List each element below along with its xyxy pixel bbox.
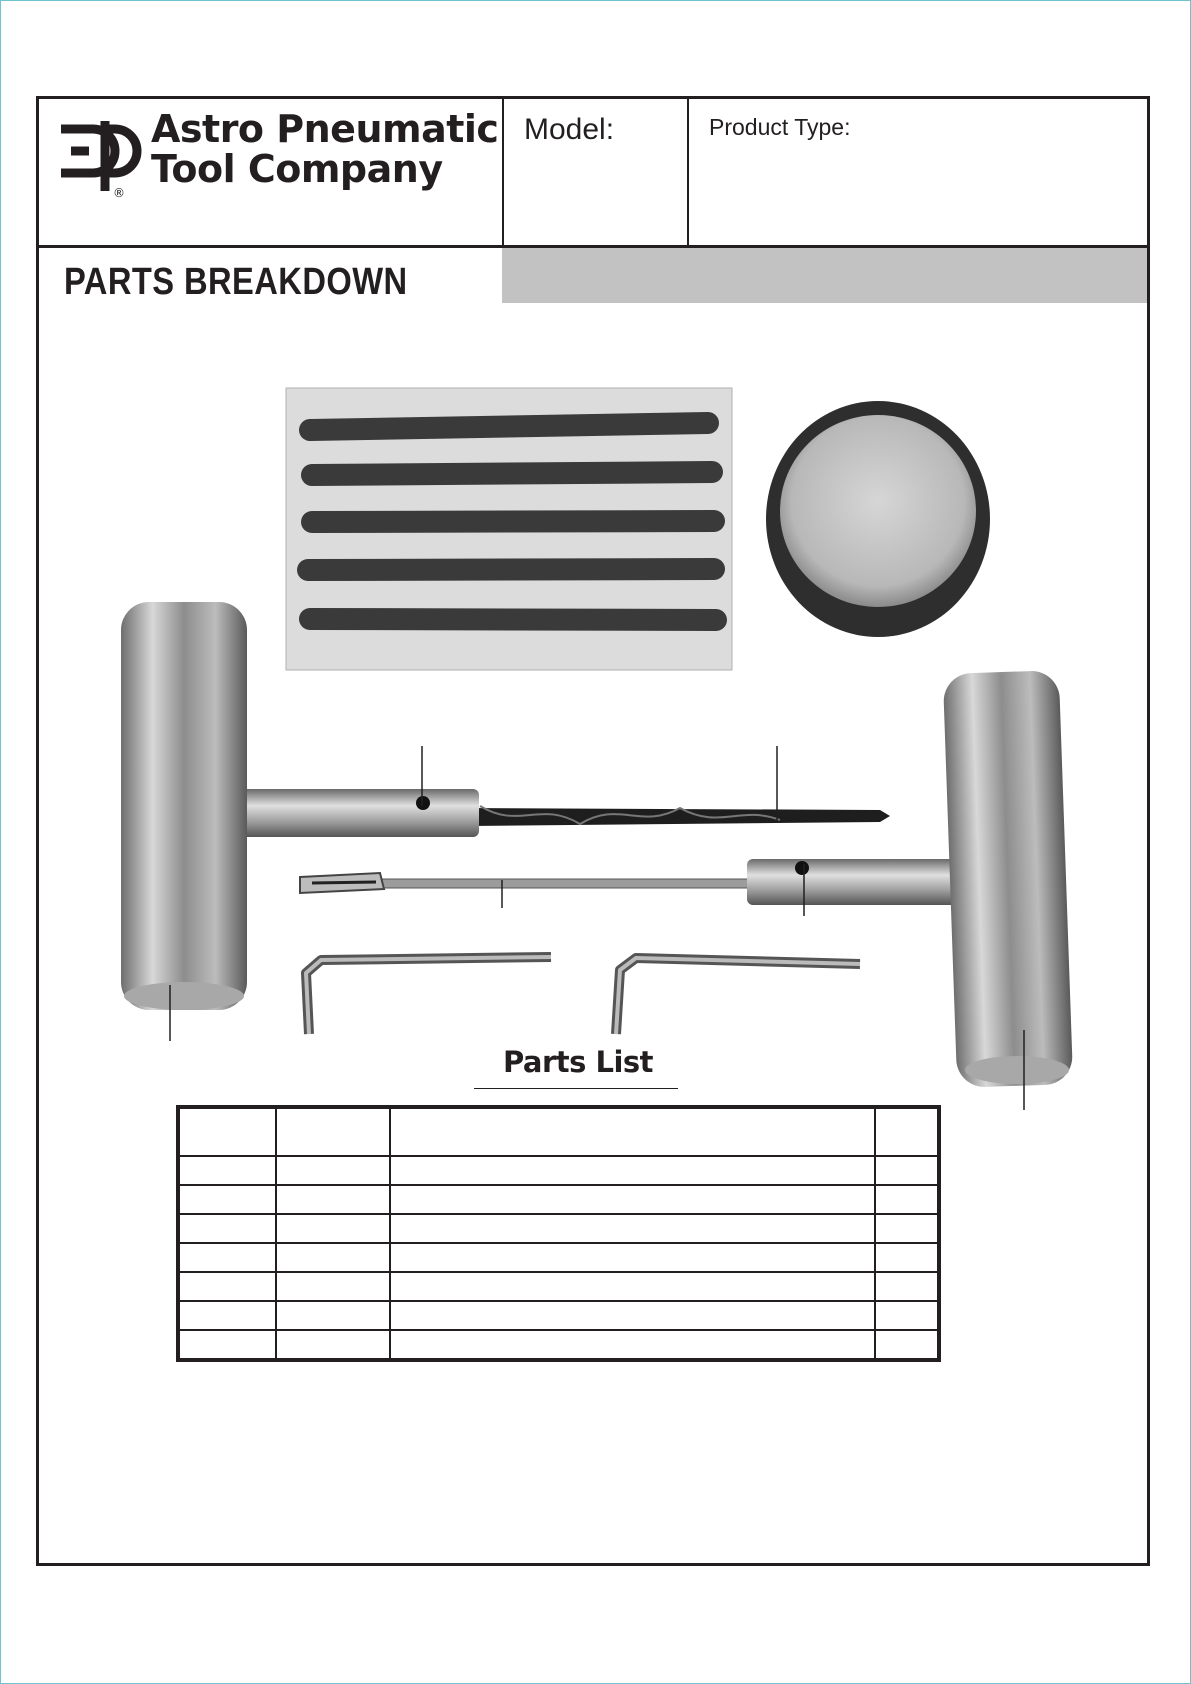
table-cell [875,1185,939,1214]
hex-key [616,958,860,1034]
parts-list-title: Parts List [502,1045,654,1079]
table-cell [875,1243,939,1272]
plug-strip [312,521,714,522]
hex-key-highlight [616,958,860,1034]
registered-mark: ® [113,186,125,200]
table-cell [390,1272,875,1301]
table-row [178,1301,939,1330]
plug-strips-card [286,388,732,670]
table-cell [276,1156,390,1185]
table-cell [276,1272,390,1301]
table-cell [875,1330,939,1360]
table-row [178,1330,939,1360]
plug-strip [312,472,712,475]
table-cell [178,1272,276,1301]
table-header-row [178,1107,939,1156]
hex-key [306,957,551,1034]
table-cell [178,1330,276,1360]
table-cell [276,1243,390,1272]
rubber-cement-tin [766,401,990,637]
table-cell [390,1156,875,1185]
plug-strip [310,423,708,430]
hex-keys [306,957,860,1034]
table-row [178,1214,939,1243]
company-name-line1: Astro Pneumatic [151,107,499,151]
table-cell [178,1214,276,1243]
table-cell [276,1214,390,1243]
table-cell [875,1301,939,1330]
table-cell [390,1243,875,1272]
plug-strip [310,619,716,620]
table-row [178,1185,939,1214]
product-type-label: Product Type: [709,114,851,140]
parts-list-underline [474,1088,678,1089]
table-cell [276,1301,390,1330]
company-name-line2: Tool Company [151,147,443,191]
table-row [178,1243,939,1272]
model-label: Model: [524,113,615,146]
table-cell [178,1243,276,1272]
table-row [178,1156,939,1185]
insertion-tool [300,670,1073,1088]
table-cell [390,1185,875,1214]
plug-strip [308,569,714,570]
table-cell [178,1301,276,1330]
table-cell [178,1185,276,1214]
table-cell [875,1214,939,1243]
table-cell [390,1330,875,1360]
parts-list-table [176,1105,941,1362]
table-cell [875,1107,939,1156]
hex-key-highlight [306,957,551,1034]
table-cell [178,1107,276,1156]
table-row [178,1272,939,1301]
table-cell [178,1156,276,1185]
table-cell [276,1185,390,1214]
table-cell [390,1301,875,1330]
table-cell [875,1156,939,1185]
table-cell [390,1214,875,1243]
parts-breakdown-title: PARTS BREAKDOWN [64,261,408,303]
table-cell [276,1330,390,1360]
table-cell [390,1107,875,1156]
table-cell [875,1272,939,1301]
table-cell [276,1107,390,1156]
